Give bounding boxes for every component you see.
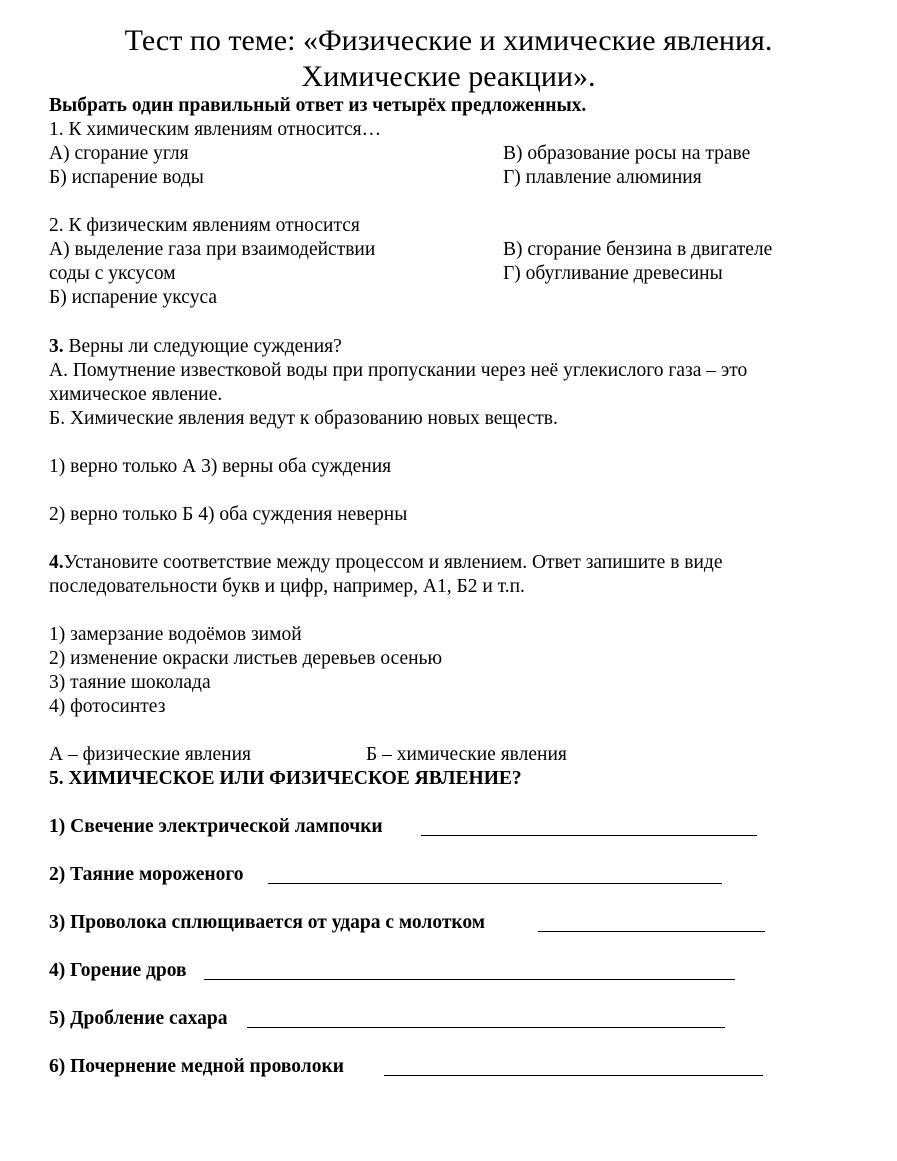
- q4-option-a: А – физические явления: [49, 744, 251, 765]
- document-title-line-1: Тест по теме: «Физические и химические явления.: [124, 24, 773, 57]
- q2-option-a-line-1: А) выделение газа при взаимодействии: [49, 239, 376, 260]
- q4-option-b: Б – химические явления: [366, 744, 567, 765]
- q2-option-a-line-2: соды с уксусом: [49, 263, 176, 284]
- q3-statement-b: Б. Химические явления ведут к образованию новых веществ.: [49, 408, 558, 429]
- q3-question-text: Верны ли следующие суждения?: [63, 336, 342, 357]
- q5-item: 3) Проволока сплющивается от удара с молотком: [49, 912, 486, 933]
- q1-option-v: В) образование росы на траве: [503, 143, 751, 164]
- answer-blank[interactable]: [204, 979, 735, 980]
- q1-option-b: Б) испарение воды: [49, 167, 204, 188]
- q5-item: 6) Почернение медной проволоки: [49, 1056, 344, 1077]
- q2-option-v: В) сгорание бензина в двигателе: [503, 239, 773, 260]
- q3-statement-a-line-1: А. Помутнение известковой воды при пропускании через неё углекислого газа – это: [49, 360, 748, 381]
- q3-number: 3.: [49, 336, 64, 357]
- q2-question: 2. К физическим явлениям относится: [49, 215, 360, 236]
- q2-option-b: Б) испарение уксуса: [49, 287, 217, 308]
- q5-heading: 5. ХИМИЧЕСКОЕ ИЛИ ФИЗИЧЕСКОЕ ЯВЛЕНИЕ?: [49, 768, 522, 789]
- instruction: Выбрать один правильный ответ из четырёх предложенных.: [49, 95, 587, 116]
- answer-blank[interactable]: [421, 835, 757, 836]
- document-title-line-2: Химические реакции».: [301, 60, 596, 93]
- q5-item: 1) Свечение электрической лампочки: [49, 816, 383, 837]
- answer-blank[interactable]: [268, 883, 722, 884]
- q3-statement-a-line-2: химическое явление.: [49, 384, 223, 405]
- q4-item: 3) таяние шоколада: [49, 672, 211, 693]
- answer-blank[interactable]: [538, 931, 765, 932]
- q1-option-a: А) сгорание угля: [49, 143, 189, 164]
- answer-blank[interactable]: [384, 1075, 763, 1076]
- q4-question-line-2: последовательности букв и цифр, например, А1, Б2 и т.п.: [49, 576, 525, 597]
- q1-option-g: Г) плавление алюминия: [503, 167, 702, 188]
- q3-question: [49, 335, 342, 359]
- q5-item: 2) Таяние мороженого: [49, 864, 244, 885]
- q4-question-text: Установите соответствие между процессом и явлением. Ответ запишите в виде: [63, 552, 723, 573]
- q4-item: 1) замерзание водоёмов зимой: [49, 624, 302, 645]
- q3-answers-1-3: 1) верно только А 3) верны оба суждения: [49, 456, 392, 477]
- q4-number: 4.: [49, 552, 64, 573]
- q4-item: 2) изменение окраски листьев деревьев осенью: [49, 648, 443, 669]
- q3-answers-2-4: 2) верно только Б 4) оба суждения неверны: [49, 504, 408, 525]
- q5-item: 5) Дробление сахара: [49, 1008, 228, 1029]
- q1-question: 1. К химическим явлениям относится…: [49, 119, 382, 140]
- q5-item: 4) Горение дров: [49, 960, 187, 981]
- q4-question-line-1: [49, 551, 723, 575]
- answer-blank[interactable]: [247, 1027, 725, 1028]
- q4-item: 4) фотосинтез: [49, 696, 166, 717]
- q2-option-g: Г) обугливание древесины: [503, 263, 723, 284]
